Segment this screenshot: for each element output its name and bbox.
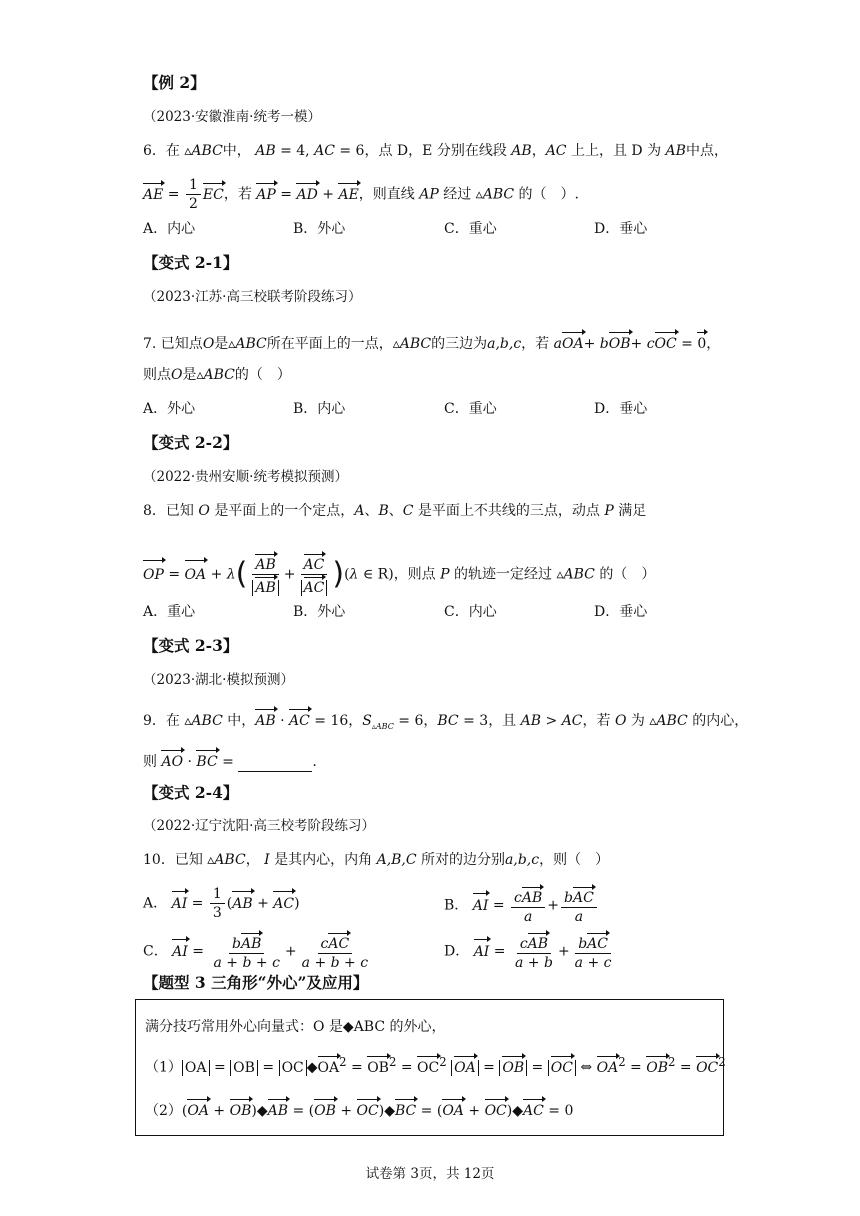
variant-2-1-heading: 【变式 2-1】	[143, 253, 239, 272]
q10-option-a: A． AI = $\frac{1}{3}$ (AB + AC)	[143, 886, 300, 921]
q6-option-d: D．垂心	[594, 221, 648, 237]
q7-option-a: A．外心	[143, 401, 196, 417]
question-9-line2: 则 AO · BC = .	[143, 748, 317, 772]
q7-option-d: D．垂心	[594, 401, 648, 417]
q8-option-a: A．重心	[143, 604, 196, 620]
variant-2-2-source: （2022·贵州安顺·统考模拟预测）	[143, 469, 348, 485]
question-8-line1: 8．已知 O 是平面上的一个定点，A、B、C 是平面上不共线的三点，动点 P 满足	[143, 503, 647, 519]
question-10-line1: 10．已知 ▵ABC， I 是其内心，内角 A,B,C 所对的边分别a,b,c，则（ ）	[143, 852, 610, 868]
q8-option-b: B．外心	[293, 604, 346, 620]
example-source: （2023·安徽淮南·统考一模）	[143, 109, 321, 125]
question-6-line1: 6．在 ▵ABC中， AB = 4, AC = 6，点 D，E 分别在线段 AB，AC 上上，且 D 为 AB中点，	[143, 143, 728, 159]
q7-option-c: C．重心	[444, 401, 497, 417]
answer-blank[interactable]	[238, 757, 312, 772]
q10-option-c: C． AI = $\frac{\text{bAB}}{a + b + c}$ + $\frac{\text{cAC}}{a + b + c}$	[143, 931, 373, 972]
question-8-line2: OP = OA + λ( $\frac{AB}{AB}$ + $\frac{AC}{AC}$ )(λ ∈ R)，则点 P 的轨迹一定经过 ▵ABC 的（ ）	[143, 552, 655, 597]
tips-line-2: （1） OA = OB = OC $◆OA^2 = OB^2 = OC^2$ OA = OB = OC ⇔ $OA^2 = OB^2 = OC^2$	[145, 1055, 726, 1076]
q10-option-d: D． AI = $\frac{\text{cAB}}{a + b}$ + $\frac{\text{bAC}}{a + c}$	[444, 931, 617, 972]
tips-box	[135, 999, 724, 1136]
q8-option-d: D．垂心	[594, 604, 648, 620]
type-3-heading: 【题型 3 三角形“外心”及应用】	[143, 973, 369, 992]
variant-2-4-heading: 【变式 2-4】	[143, 783, 239, 802]
q6-option-b: B．外心	[293, 221, 346, 237]
example-heading: 【例 2】	[143, 73, 206, 92]
variant-2-1-source: （2023·江苏·高三校联考阶段练习）	[143, 289, 362, 305]
q10-option-b: B． AI = $\frac{\text{cAB}}{a}$ + $\frac{\text{bAC}}{a}$	[444, 885, 599, 926]
q8-option-c: C．内心	[444, 604, 497, 620]
q7-option-b: B．内心	[293, 401, 346, 417]
variant-2-3-source: （2023·湖北·模拟预测）	[143, 672, 294, 688]
variant-2-3-heading: 【变式 2-3】	[143, 636, 239, 655]
question-6-line2: AE = $\frac{1}{2}$ EC，若 AP = AD + AE，则直线 AP 经过 ▵ABC 的（ ）.	[143, 177, 579, 212]
question-7-line1: 7. 已知点O是▵ABC所在平面上的一点，▵ABC的三边为a,b,c，若 aOA+ bOB+ cOC = 0，	[143, 330, 720, 354]
question-7-line2: 则点O是▵ABC的（ ）	[143, 367, 291, 383]
q6-option-c: C．重心	[444, 221, 497, 237]
variant-2-4-source: （2022·辽宁沈阳·高三校考阶段练习）	[143, 818, 375, 834]
tips-line-1: 满分技巧常用外心向量式：O 是◆ABC 的外心，	[145, 1019, 446, 1035]
question-9-line1: 9．在 ▵ABC 中，AB · AC = 16，$S_{▵ABC} = 6$，BC = 3，且 AB > AC，若 O 为 ▵ABC 的内心，	[143, 707, 748, 737]
tips-line-3: （2）(OA + OB)◆AB = (OB + OC)◆BC = (OA + OC)◆AC = 0	[145, 1097, 573, 1121]
q6-option-a: A．内心	[143, 221, 196, 237]
page-footer: 试卷第 3页，共 12页	[365, 1166, 495, 1182]
variant-2-2-heading: 【变式 2-2】	[143, 433, 239, 452]
